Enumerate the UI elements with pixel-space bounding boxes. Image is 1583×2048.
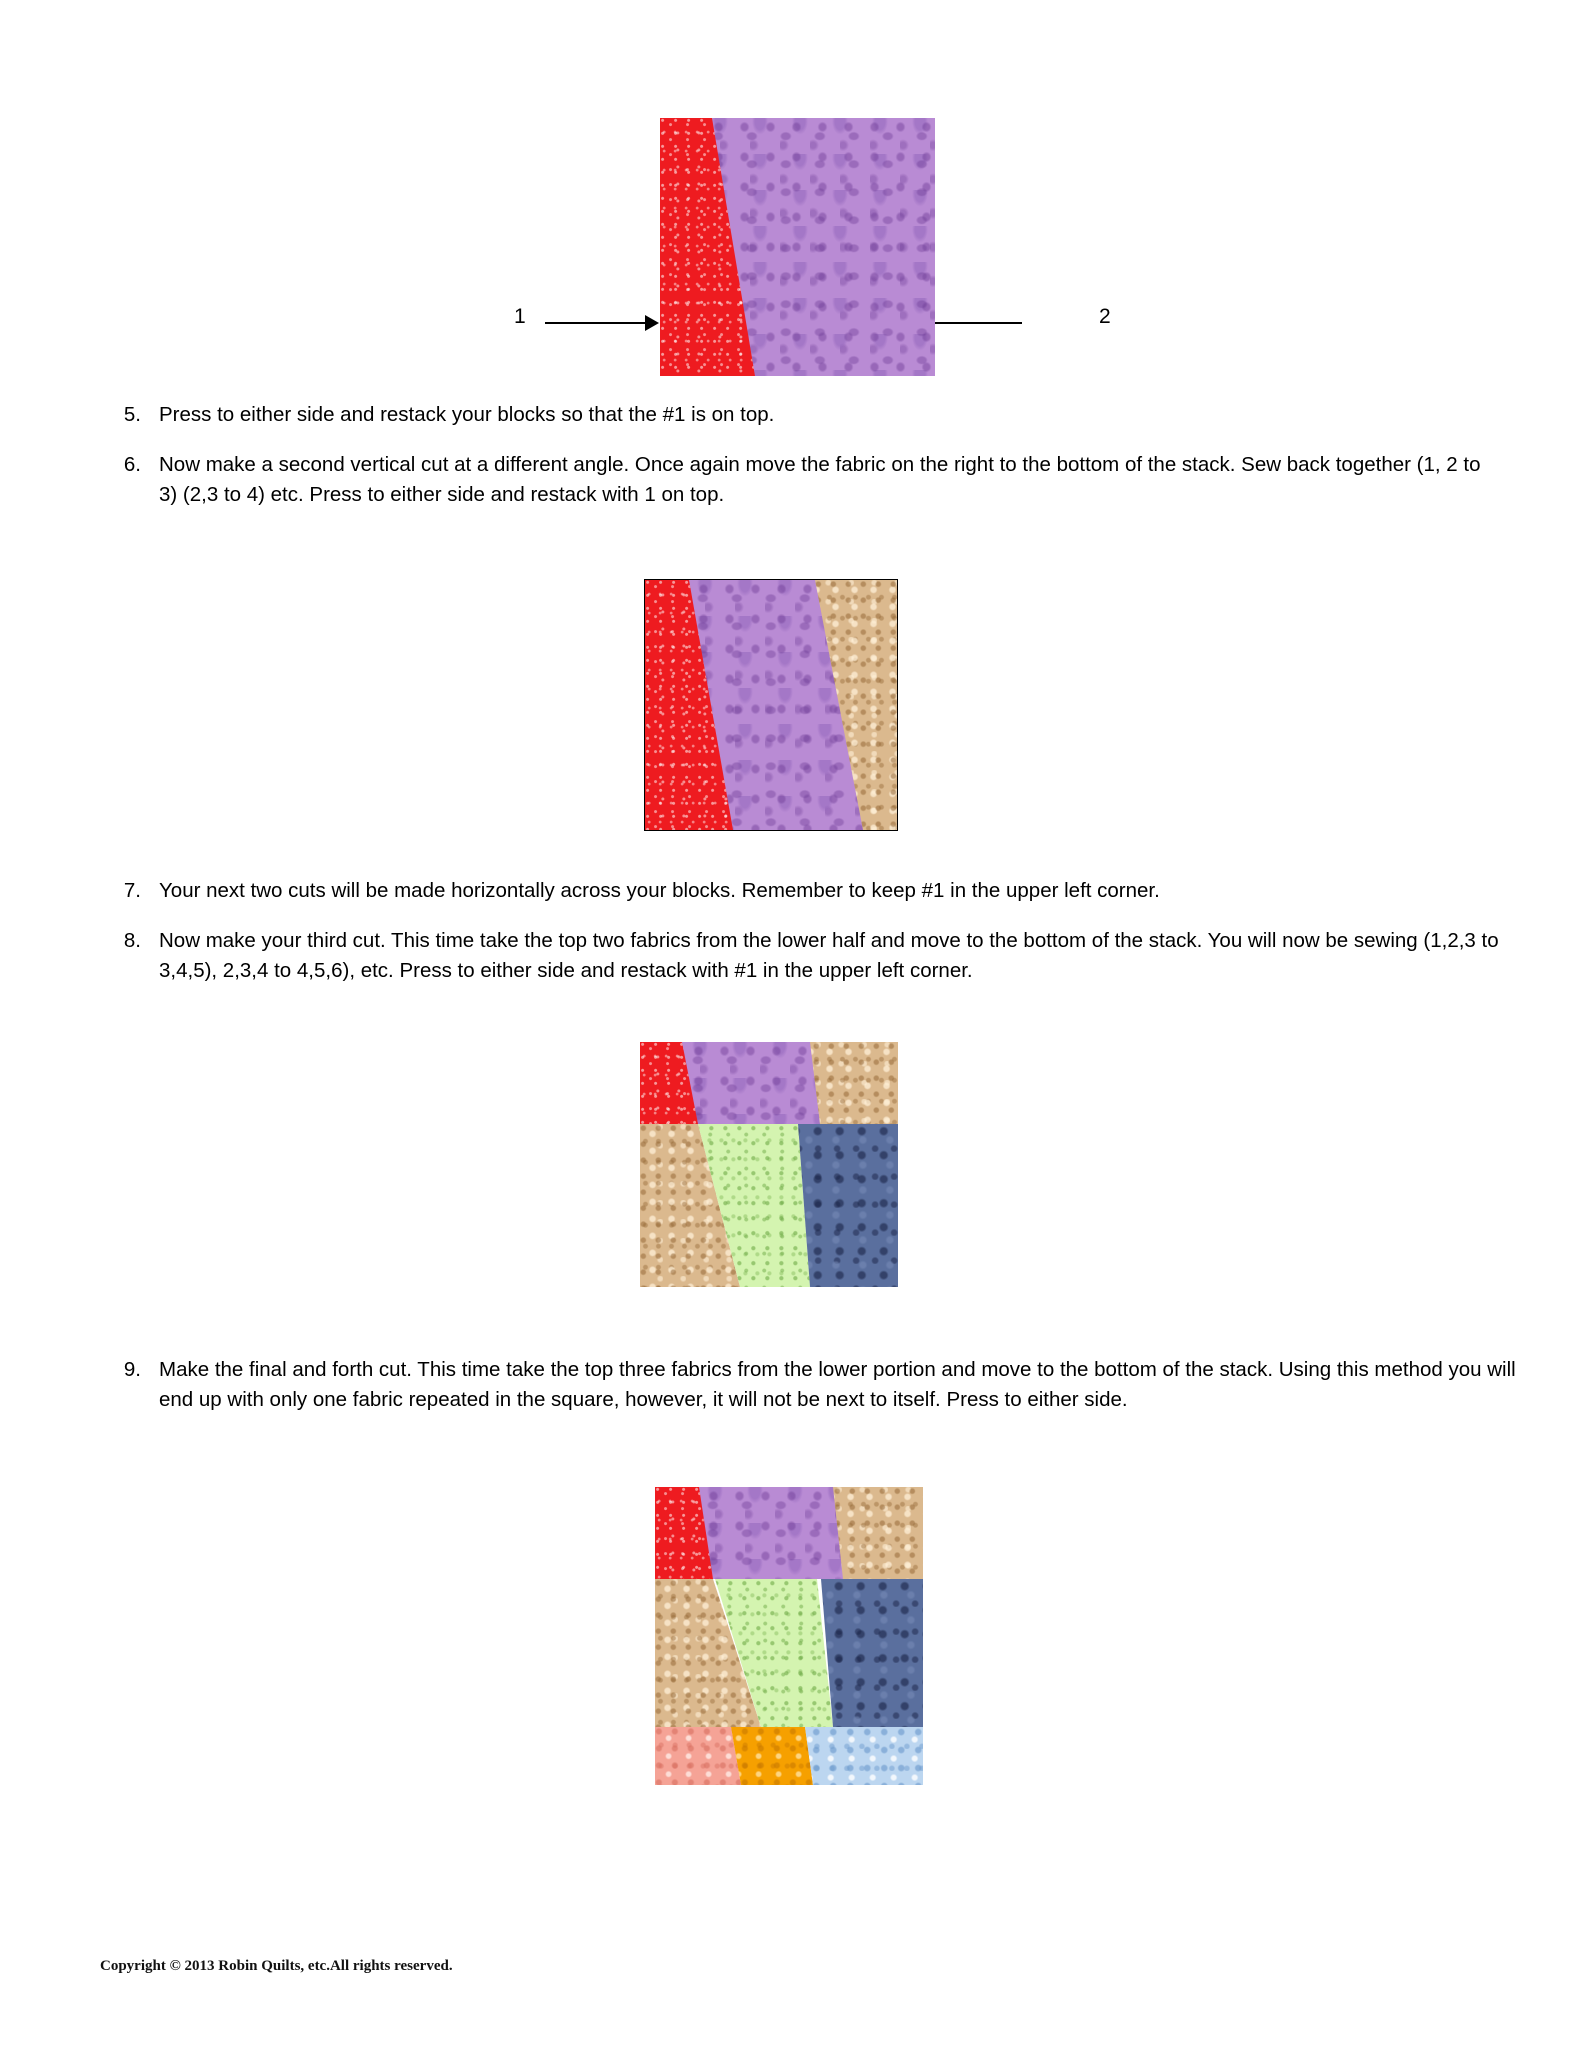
quilt-block-step4 <box>660 118 935 376</box>
step-9-text: Make the final and forth cut. This time take the top three fabrics from the lower portion and move to the bottom of the stack. Using this method you will end up with only one fabric repeated in the square, however, it will not be next to itself. Press to either side. <box>159 1358 1516 1411</box>
step-5-text: Press to either side and restack your blocks so that the #1 is on top. <box>159 403 775 426</box>
fabric-label-1: 1 <box>514 305 526 328</box>
step-6-text: Now make a second vertical cut at a different angle. Once again move the fabric on the right to the bottom of the stack. Sew back together (1, 2 to 3) (2,3 to 4) etc. Press to either side and restack with 1 on top. <box>159 453 1481 506</box>
arrow-pointing-right-head-icon <box>645 315 659 331</box>
step-6 <box>95 450 1495 510</box>
quilt-block-step9-final <box>655 1487 923 1785</box>
arrow-pointing-right-line <box>545 322 645 324</box>
quilt-block-step6 <box>645 580 897 830</box>
step-7-number: 7. <box>123 879 141 902</box>
patch-light-blue <box>795 1727 923 1785</box>
step-8 <box>95 926 1515 986</box>
step-7 <box>95 876 1495 906</box>
copyright-footer: Copyright © 2013 Robin Quilts, etc.All rights reserved. <box>100 1958 453 1974</box>
step-6-number: 6. <box>123 453 141 476</box>
step-9-number: 9. <box>123 1358 141 1381</box>
step-7-text: Your next two cuts will be made horizontally across your blocks. Remember to keep #1 in the upper left corner. <box>159 879 1160 902</box>
fabric-label-2: 2 <box>1099 305 1111 328</box>
figure-two-fabric-block-with-arrows <box>0 110 1583 390</box>
quilt-block-step8 <box>640 1042 898 1287</box>
arrow-pointing-left-line <box>922 322 1022 324</box>
step-8-text: Now make your third cut. This time take the top two fabrics from the lower half and move to the bottom of the stack. You will now be sewing (1,2,3 to 3,4,5), 2,3,4 to 4,5,6), etc. Press to either side and restack with #1 in the upper left corner. <box>159 929 1499 982</box>
step-5-number: 5. <box>123 403 141 426</box>
step-9 <box>95 1355 1525 1415</box>
step-5 <box>95 400 1495 430</box>
step-8-number: 8. <box>123 929 141 952</box>
